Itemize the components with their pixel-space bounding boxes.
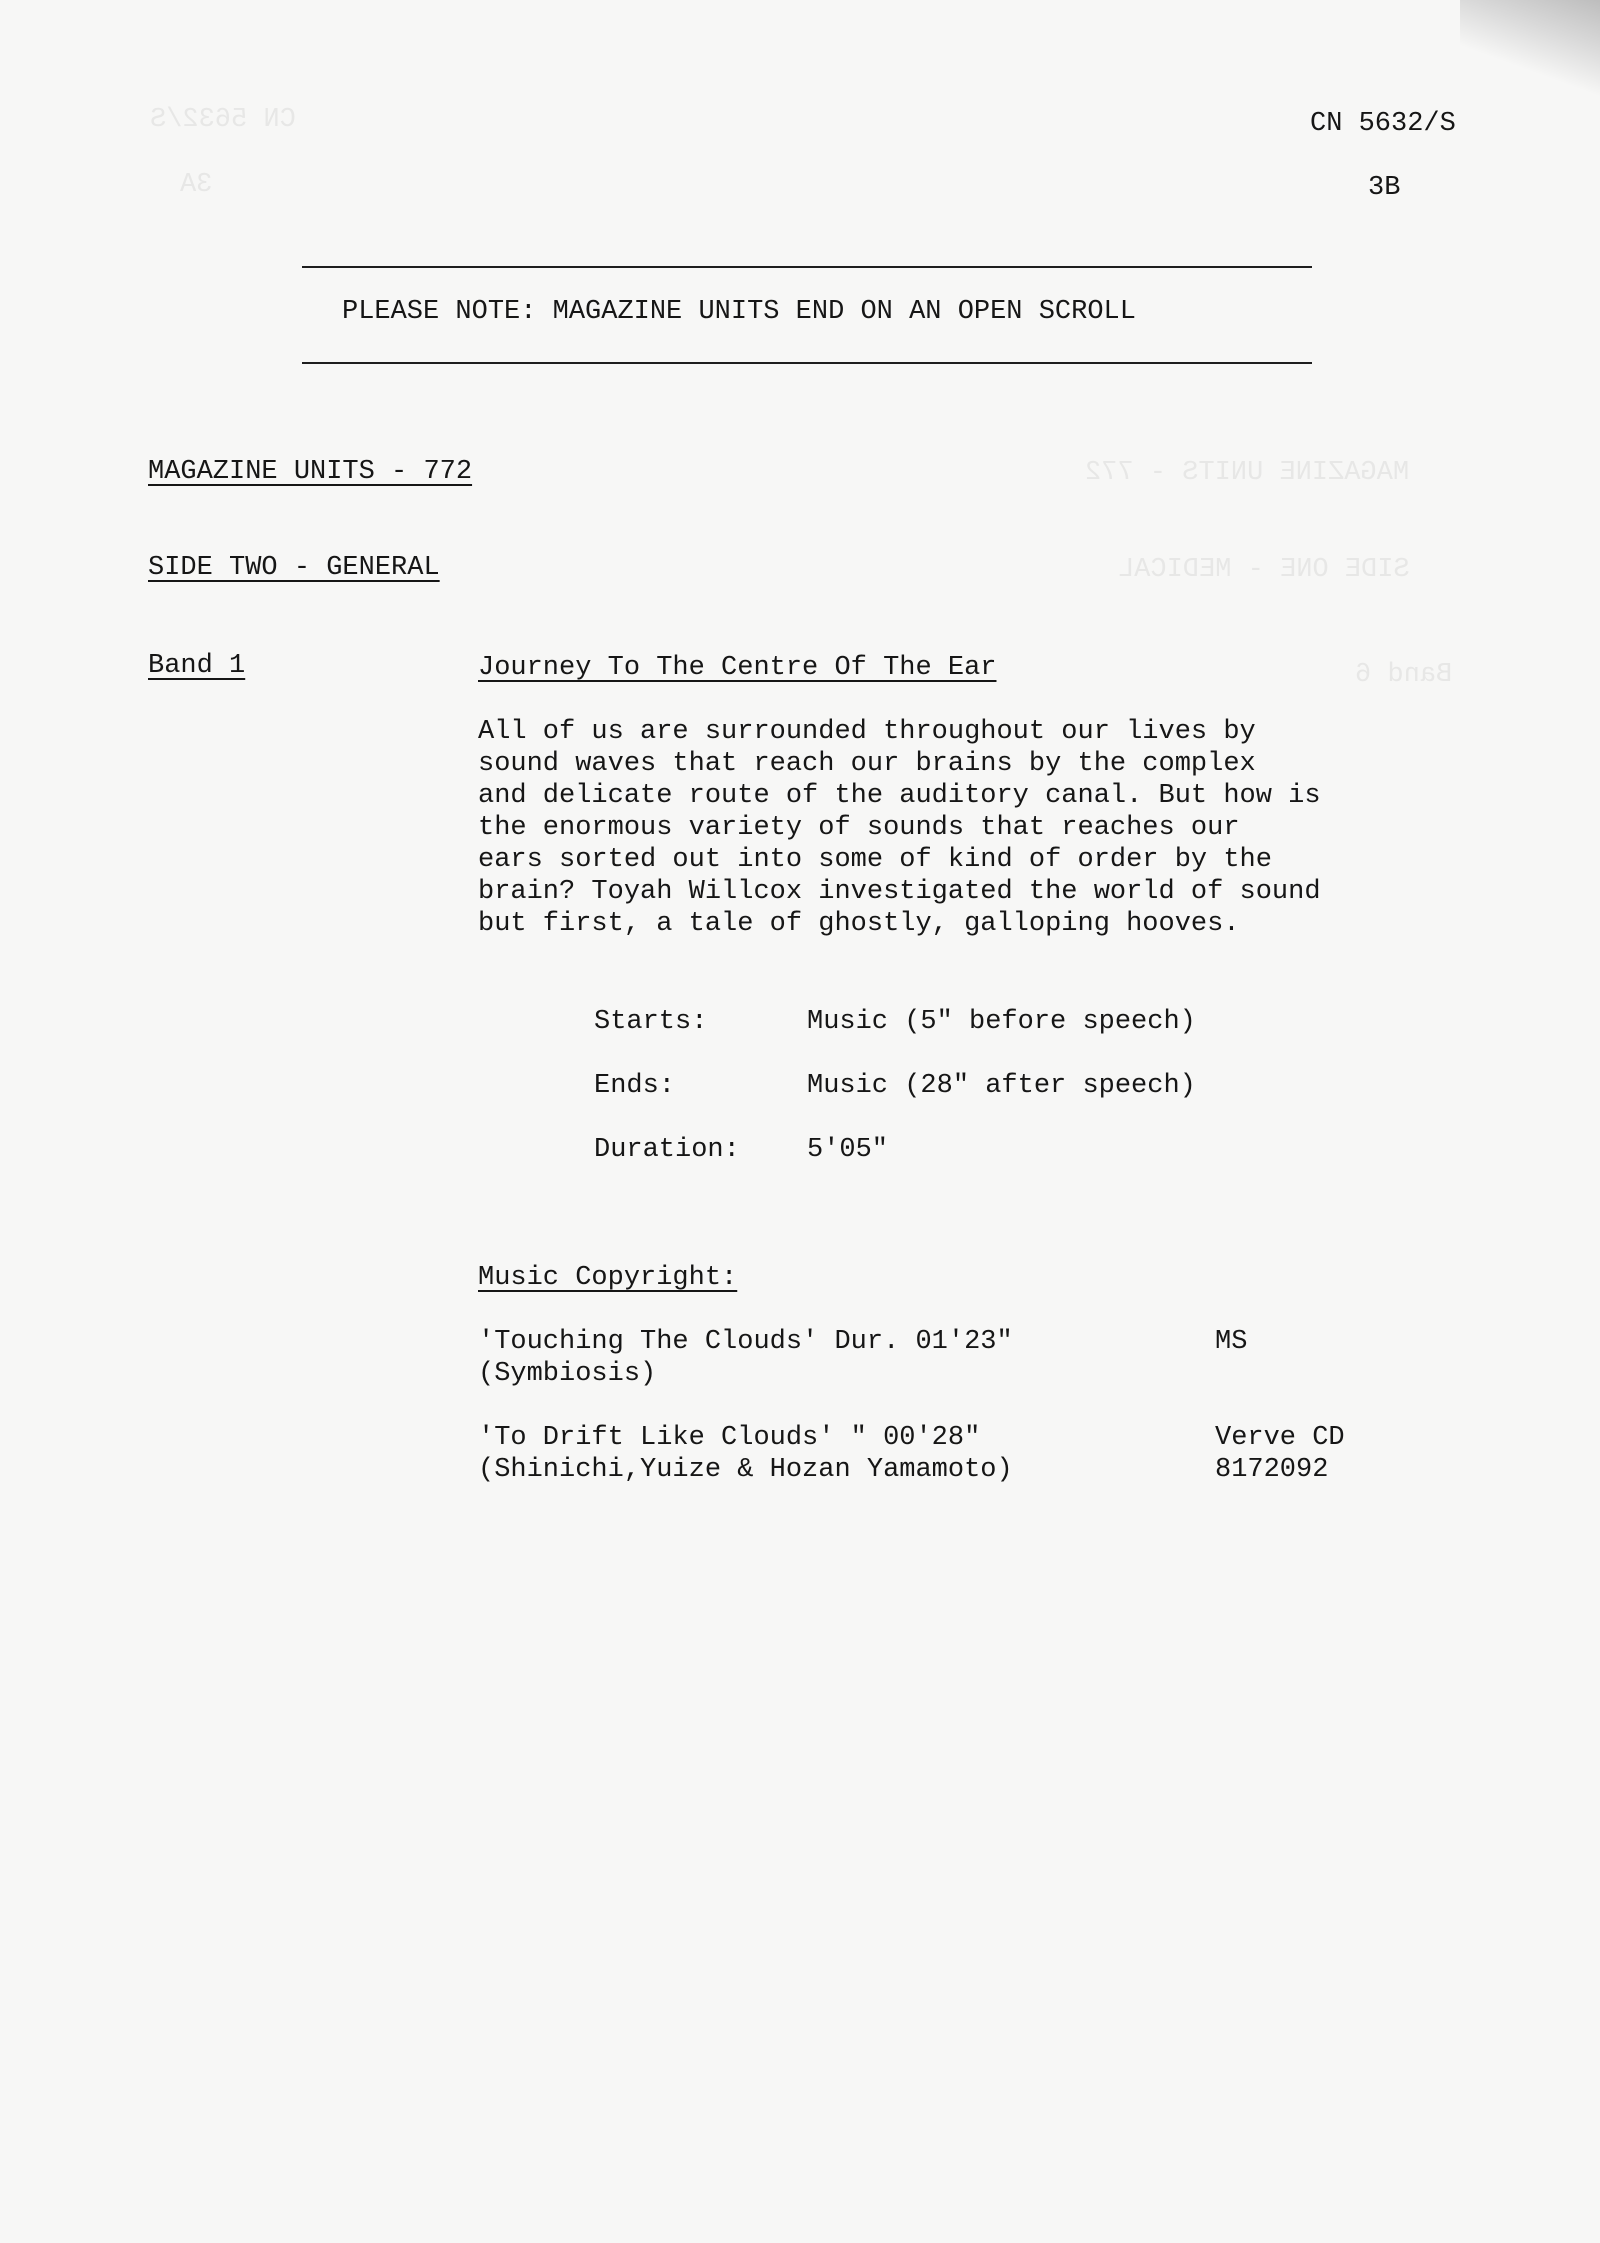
music-item-2-label-line2: 8172092	[1215, 1455, 1329, 1485]
notice-text: PLEASE NOTE: MAGAZINE UNITS END ON AN OPEN SCROLL	[342, 297, 1136, 327]
notice-bottom-rule	[302, 362, 1312, 364]
music-item-1-line1: 'Touching The Clouds' Dur. 01'23"	[478, 1327, 1013, 1357]
page-code: 3B	[1368, 173, 1401, 203]
show-through-ghost: 3A	[180, 170, 213, 200]
description-line: but first, a tale of ghostly, galloping hooves.	[478, 909, 1240, 939]
ends-label: Ends:	[594, 1071, 676, 1101]
starts-label: Starts:	[594, 1007, 708, 1037]
duration-label: Duration:	[594, 1135, 740, 1165]
description-line: sound waves that reach our brains by the complex	[478, 749, 1256, 779]
description-line: ears sorted out into some of kind of order by the	[478, 845, 1272, 875]
notice-top-rule	[302, 266, 1312, 268]
page-corner-shadow	[1460, 0, 1600, 110]
show-through-ghost: SIDE ONE - MEDICAL	[1118, 555, 1410, 585]
band-description	[478, 716, 1498, 940]
starts-value: Music (5" before speech)	[807, 1007, 1196, 1037]
show-through-ghost: MAGAZINE UNITS - 772	[1085, 458, 1410, 488]
description-line: and delicate route of the auditory canal. But how is	[478, 781, 1321, 811]
description-line: All of us are surrounded throughout our lives by	[478, 717, 1256, 747]
duration-value: 5'05"	[807, 1135, 889, 1165]
band-label: Band 1	[148, 651, 246, 681]
music-item-2-label-line1: Verve CD	[1215, 1423, 1345, 1453]
show-through-ghost: Band 6	[1355, 660, 1453, 690]
show-through-ghost: CN 5632/S	[150, 105, 296, 135]
magazine-title: MAGAZINE UNITS - 772	[148, 457, 473, 487]
music-item-2-line1: 'To Drift Like Clouds' " 00'28"	[478, 1423, 981, 1453]
band-title: Journey To The Centre Of The Ear	[478, 653, 997, 683]
music-item-2-line2: (Shinichi,Yuize & Hozan Yamamoto)	[478, 1455, 1013, 1485]
description-line: brain? Toyah Willcox investigated the world of sound	[478, 877, 1321, 907]
music-copyright-heading: Music Copyright:	[478, 1263, 738, 1293]
description-line: the enormous variety of sounds that reaches our	[478, 813, 1240, 843]
doc-code: CN 5632/S	[1310, 109, 1456, 139]
music-item-1-line2: (Symbiosis)	[478, 1359, 657, 1389]
music-item-1-label: MS	[1215, 1327, 1248, 1357]
side-title: SIDE TWO - GENERAL	[148, 553, 440, 583]
ends-value: Music (28" after speech)	[807, 1071, 1196, 1101]
